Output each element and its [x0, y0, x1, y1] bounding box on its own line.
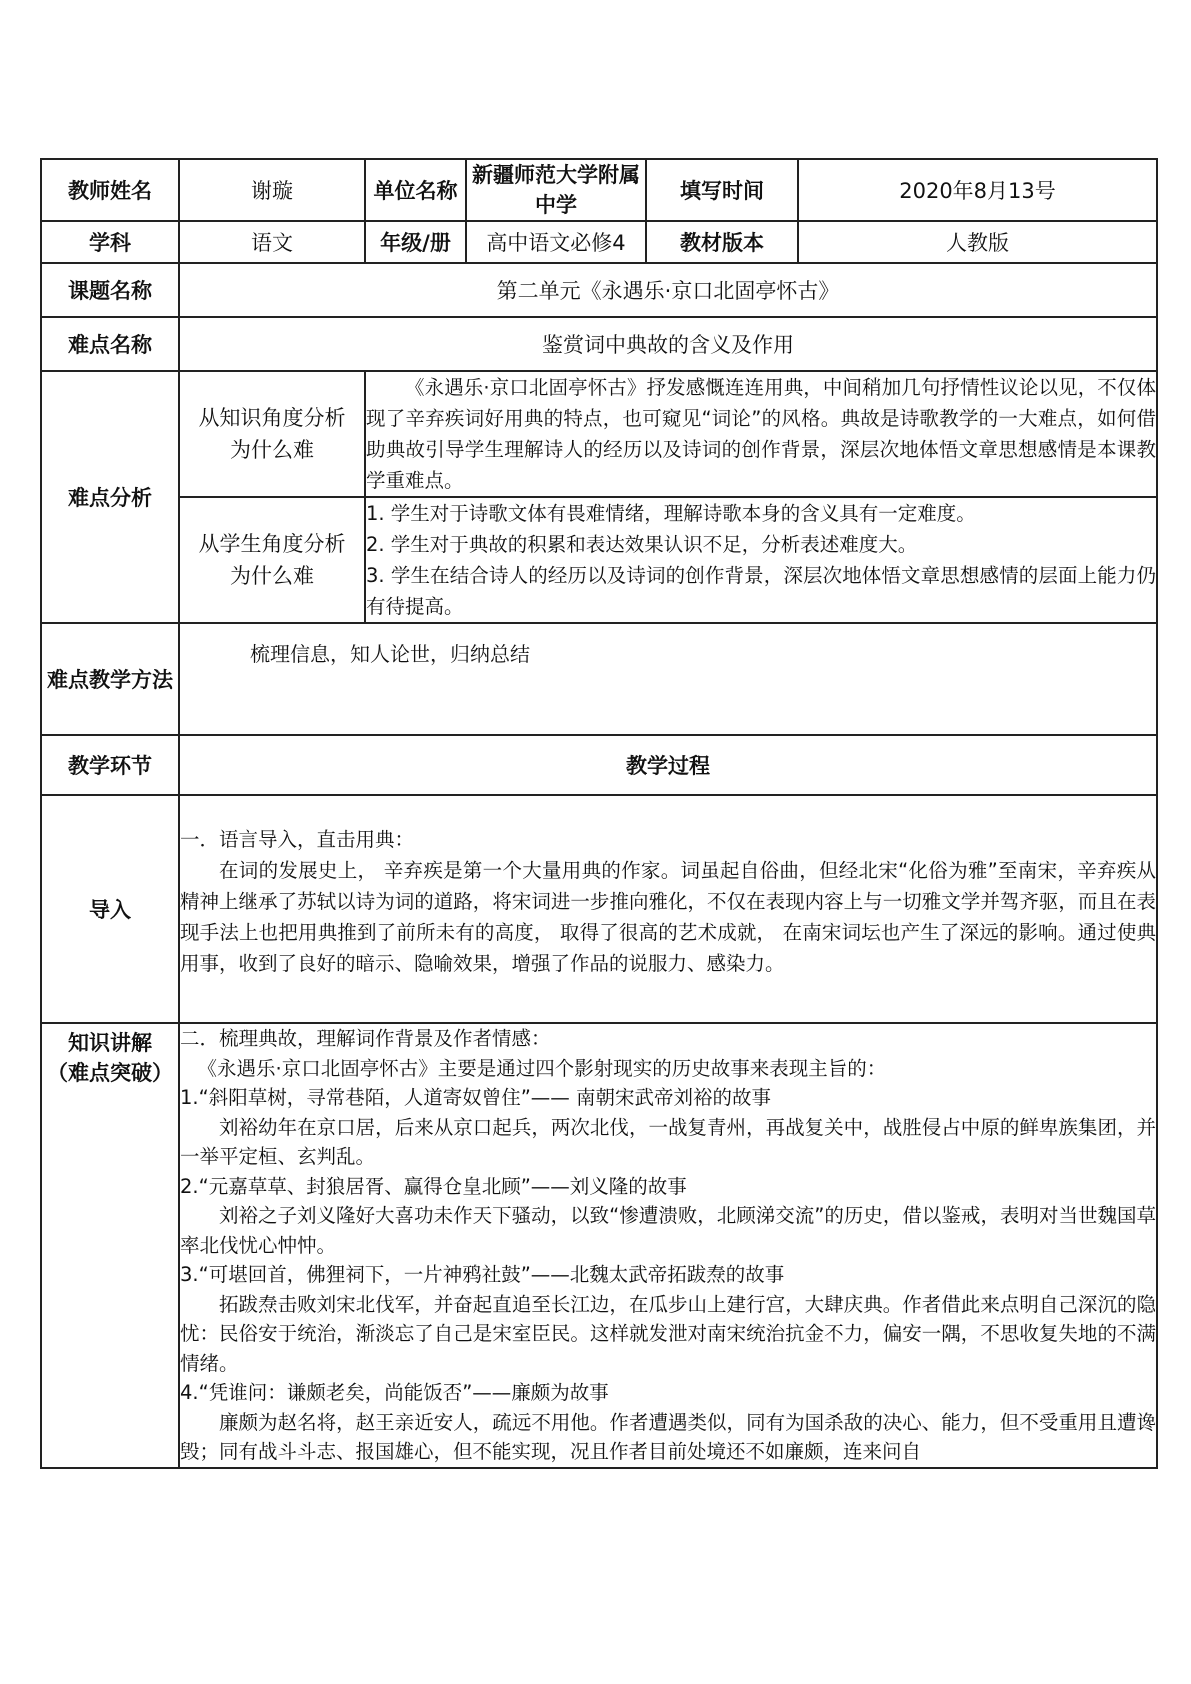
grade-value: 高中语文必修4: [466, 221, 646, 263]
topic-label: 课题名称: [41, 263, 179, 317]
teacher-name-label: 教师姓名: [41, 159, 179, 221]
process-value: 教学过程: [179, 735, 1157, 795]
method-label: 难点教学方法: [41, 623, 179, 735]
student-angle-label: 从学生角度分析为什么难: [179, 497, 365, 623]
allusion-4-text: 廉颇为赵名将，赵王亲近安人，疏远不用他。作者遭遇类似，同有为国杀敌的决心、能力，但不受重用且遭谗毁；同有战斗斗志、报国雄心，但不能实现，况且作者目前处境还不如廉颇，连来问自: [180, 1410, 1156, 1463]
allusion-2-title: 2.“元嘉草草、封狼居胥、赢得仓皇北顾”——刘义隆的故事: [180, 1174, 687, 1198]
knowledge-label-line1: 知识讲解: [68, 1031, 152, 1055]
student-angle-item: 1. 学生对于诗歌文体有畏难情绪，理解诗歌本身的含义具有一定难度。: [366, 502, 976, 525]
lesson-plan-table: [40, 158, 1158, 1469]
knowledge-angle-text: 《永遇乐·京口北固亭怀古》抒发感慨连连用典，中间稍加几句抒情性议论以见，不仅体现了辛弃疾词好用典的特点，也可窥见“词论”的风格。典故是诗歌教学的一大难点，如何借助典故引导学生理解诗人的经历以及诗词的创作背景，深层次地体悟文章思想感情是本课教学重难点。: [365, 371, 1157, 497]
fill-date-label: 填写时间: [646, 159, 798, 221]
knowledge-label-line2: （难点突破）: [47, 1061, 173, 1085]
fill-date-value: 2020年8月13号: [798, 159, 1157, 221]
allusion-2-text: 刘裕之子刘义隆好大喜功未作天下骚动，以致“惨遭溃败，北顾涕交流”的历史，借以鉴戒，表明对当世魏国草率北伐忧心忡忡。: [180, 1204, 1156, 1257]
topic-value: 第二单元《永遇乐·京口北固亭怀古》: [179, 263, 1157, 317]
edition-label: 教材版本: [646, 221, 798, 263]
difficulty-label: 难点名称: [41, 317, 179, 371]
unit-name-label: 单位名称: [365, 159, 466, 221]
grade-label: 年级/册: [365, 221, 466, 263]
subject-label: 学科: [41, 221, 179, 263]
allusion-4-title: 4.“凭谁问：谦颇老矣，尚能饭否”——廉颇为故事: [180, 1381, 609, 1404]
edition-value: 人教版: [798, 221, 1157, 263]
row-analysis-knowledge: [41, 371, 1157, 497]
intro-heading: 一．语言导入，直击用典：: [180, 827, 415, 851]
row-process-header: [41, 735, 1157, 795]
teacher-name-value: 谢璇: [179, 159, 365, 221]
row-subject-info: [41, 221, 1157, 263]
student-angle-item: 3. 学生在结合诗人的经历以及诗词的创作背景，深层次地体悟文章思想感情的层面上能力仍有待提高。: [366, 564, 1156, 618]
allusion-1-title: 1.“斜阳草树，寻常巷陌，人道寄奴曾住”—— 南朝宋武帝刘裕的故事: [180, 1086, 772, 1109]
row-teacher-info: [41, 159, 1157, 221]
row-intro: [41, 795, 1157, 1023]
difficulty-value: 鉴赏词中典故的含义及作用: [179, 317, 1157, 371]
row-difficulty: [41, 317, 1157, 371]
knowledge-heading: 二．梳理典故，理解词作背景及作者情感：: [180, 1027, 551, 1050]
knowledge-content: [179, 1023, 1157, 1468]
method-value: 梳理信息，知人论世，归纳总结: [179, 623, 1157, 735]
allusion-1-text: 刘裕幼年在京口居，后来从京口起兵，两次北伐，一战复青州，再战复关中，战胜侵占中原的鲜卑族集团，并一举平定桓、玄判乱。: [180, 1115, 1156, 1168]
row-knowledge: [41, 1023, 1157, 1468]
row-analysis-student: [41, 497, 1157, 623]
analysis-label: 难点分析: [41, 371, 179, 623]
unit-name-value: 新疆师范大学附属中学: [466, 159, 646, 221]
knowledge-intro: 《永遇乐·京口北固亭怀古》主要是通过四个影射现实的历史故事来表现主旨的：: [197, 1056, 887, 1080]
row-method: [41, 623, 1157, 735]
intro-label: 导入: [41, 795, 179, 1023]
allusion-3-text: 拓跋焘击败刘宋北伐军，并奋起直追至长江边，在瓜步山上建行宫，大肆庆典。作者借此来点明自己深沉的隐忧：民俗安于统治，渐淡忘了自己是宋室臣民。这样就发泄对南宋统治抗金不力，偏安一隅，不思收复失地的不满情绪。: [180, 1292, 1156, 1375]
student-angle-item: 2. 学生对于典故的积累和表达效果认识不足，分析表述难度大。: [366, 533, 918, 556]
student-angle-list: [365, 497, 1157, 623]
intro-text: 在词的发展史上， 辛弃疾是第一个大量用典的作家。词虽起自俗曲，但经北宋“化俗为雅”至南宋，辛弃疾从精神上继承了苏轼以诗为词的道路，将宋词进一步推向雅化，不仅在表现内容上与一切雅文学并驾齐驱，而且在表现手法上也把用典推到了前所未有的高度， 取得了很高的艺术成就， 在南宋词坛也产生了深远的影响。通过使典用事，收到了良好的暗示、隐喻效果，增强了作品的说服力、感染力。: [180, 858, 1156, 975]
process-label: 教学环节: [41, 735, 179, 795]
intro-content: [179, 795, 1157, 1023]
allusion-3-title: 3.“可堪回首，佛狸祠下，一片神鸦社鼓”——北魏太武帝拓跋焘的故事: [180, 1263, 785, 1286]
knowledge-label: [41, 1023, 179, 1468]
subject-value: 语文: [179, 221, 365, 263]
knowledge-angle-label: 从知识角度分析为什么难: [179, 371, 365, 497]
row-topic: [41, 263, 1157, 317]
